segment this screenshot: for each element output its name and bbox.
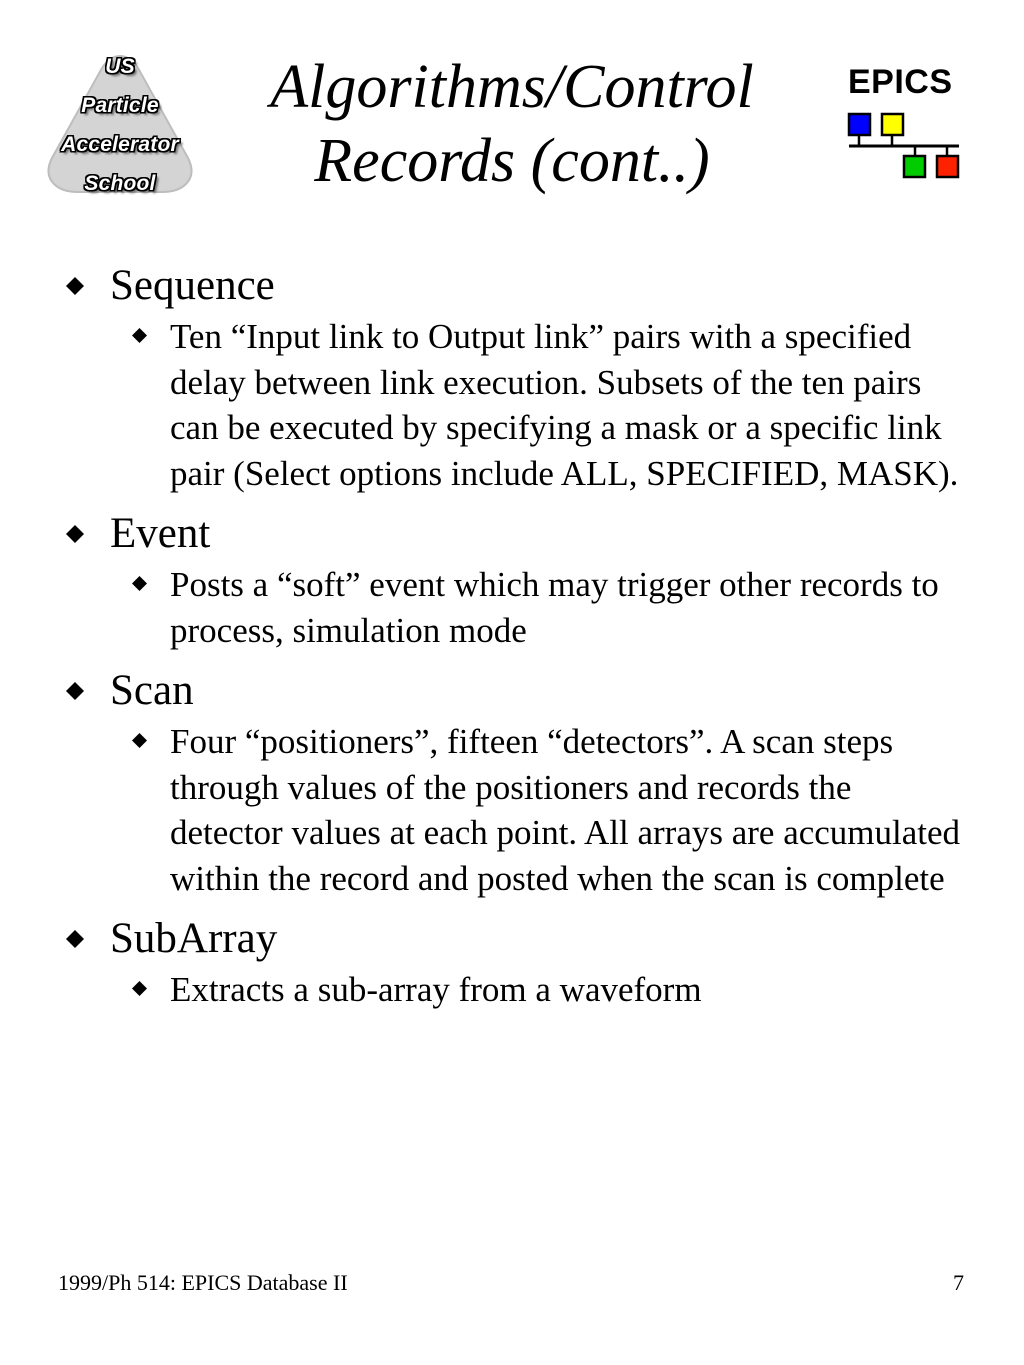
- sub-bullet-text: Four “positioners”, fifteen “detectors”. A scan steps through values of the positioners and records the detector values at each point. All arrays are accumulated within the record and posted when the scan is complete: [170, 722, 961, 898]
- sub-bullet-text: Posts a “soft” event which may trigger other records to process, simulation mode: [170, 565, 939, 650]
- bullet-heading: [60, 508, 980, 560]
- logo-line-accelerator: Accelerator: [61, 133, 179, 156]
- diamond-bullet-icon: [66, 525, 84, 543]
- epics-logo: [846, 64, 966, 184]
- bullet-subarray: [60, 913, 980, 1013]
- sub-bullet-text: Extracts a sub-array from a waveform: [170, 970, 702, 1009]
- sub-bullet: [170, 314, 970, 496]
- diamond-bullet-icon: [132, 981, 147, 996]
- epics-square-green: [904, 156, 925, 177]
- diamond-bullet-icon: [132, 733, 147, 748]
- logo-line-us: US: [105, 55, 135, 78]
- bullet-heading: [60, 665, 980, 717]
- bullet-heading-text: Sequence: [110, 262, 275, 309]
- bullet-sequence: [60, 260, 980, 508]
- diamond-bullet-icon: [66, 682, 84, 700]
- title-line-2: Records (cont..): [314, 127, 710, 195]
- bullet-event: [60, 508, 980, 665]
- bullet-heading: [60, 913, 980, 965]
- footer-course: 1999/Ph 514: EPICS Database II: [58, 1270, 348, 1295]
- epics-logo-text: EPICS: [848, 63, 953, 101]
- sub-bullet: [170, 719, 970, 901]
- epics-network-icon: [846, 110, 966, 182]
- sub-bullet: [170, 967, 970, 1013]
- bullet-heading: [60, 260, 980, 312]
- logo-line-particle: Particle: [81, 94, 159, 117]
- bullet-heading-text: Scan: [110, 667, 194, 714]
- sub-bullet-text: Ten “Input link to Output link” pairs with a specified delay between link execution. Subsets of the ten pairs can be executed by specifying a mask or a specific link pair (Select options include ALL, SPECIFIED, MASK).: [170, 317, 959, 493]
- diamond-bullet-icon: [132, 576, 147, 591]
- epics-square-yellow: [882, 114, 903, 135]
- diamond-bullet-icon: [66, 930, 84, 948]
- footer-page-number: 7: [953, 1270, 964, 1295]
- diamond-bullet-icon: [132, 328, 147, 343]
- diamond-bullet-icon: [66, 277, 84, 295]
- slide-content: [60, 260, 980, 1013]
- bullet-heading-text: SubArray: [110, 915, 278, 962]
- title-line-1: Algorithms/Control: [270, 53, 754, 121]
- logo-line-school: School: [84, 172, 156, 195]
- epics-square-blue: [849, 114, 870, 135]
- sub-bullet: [170, 562, 970, 653]
- bullet-heading-text: Event: [110, 510, 211, 557]
- slide-title: [210, 50, 814, 198]
- epics-square-red: [937, 156, 958, 177]
- bullet-scan: [60, 665, 980, 913]
- us-particle-accelerator-school-logo: [38, 50, 202, 202]
